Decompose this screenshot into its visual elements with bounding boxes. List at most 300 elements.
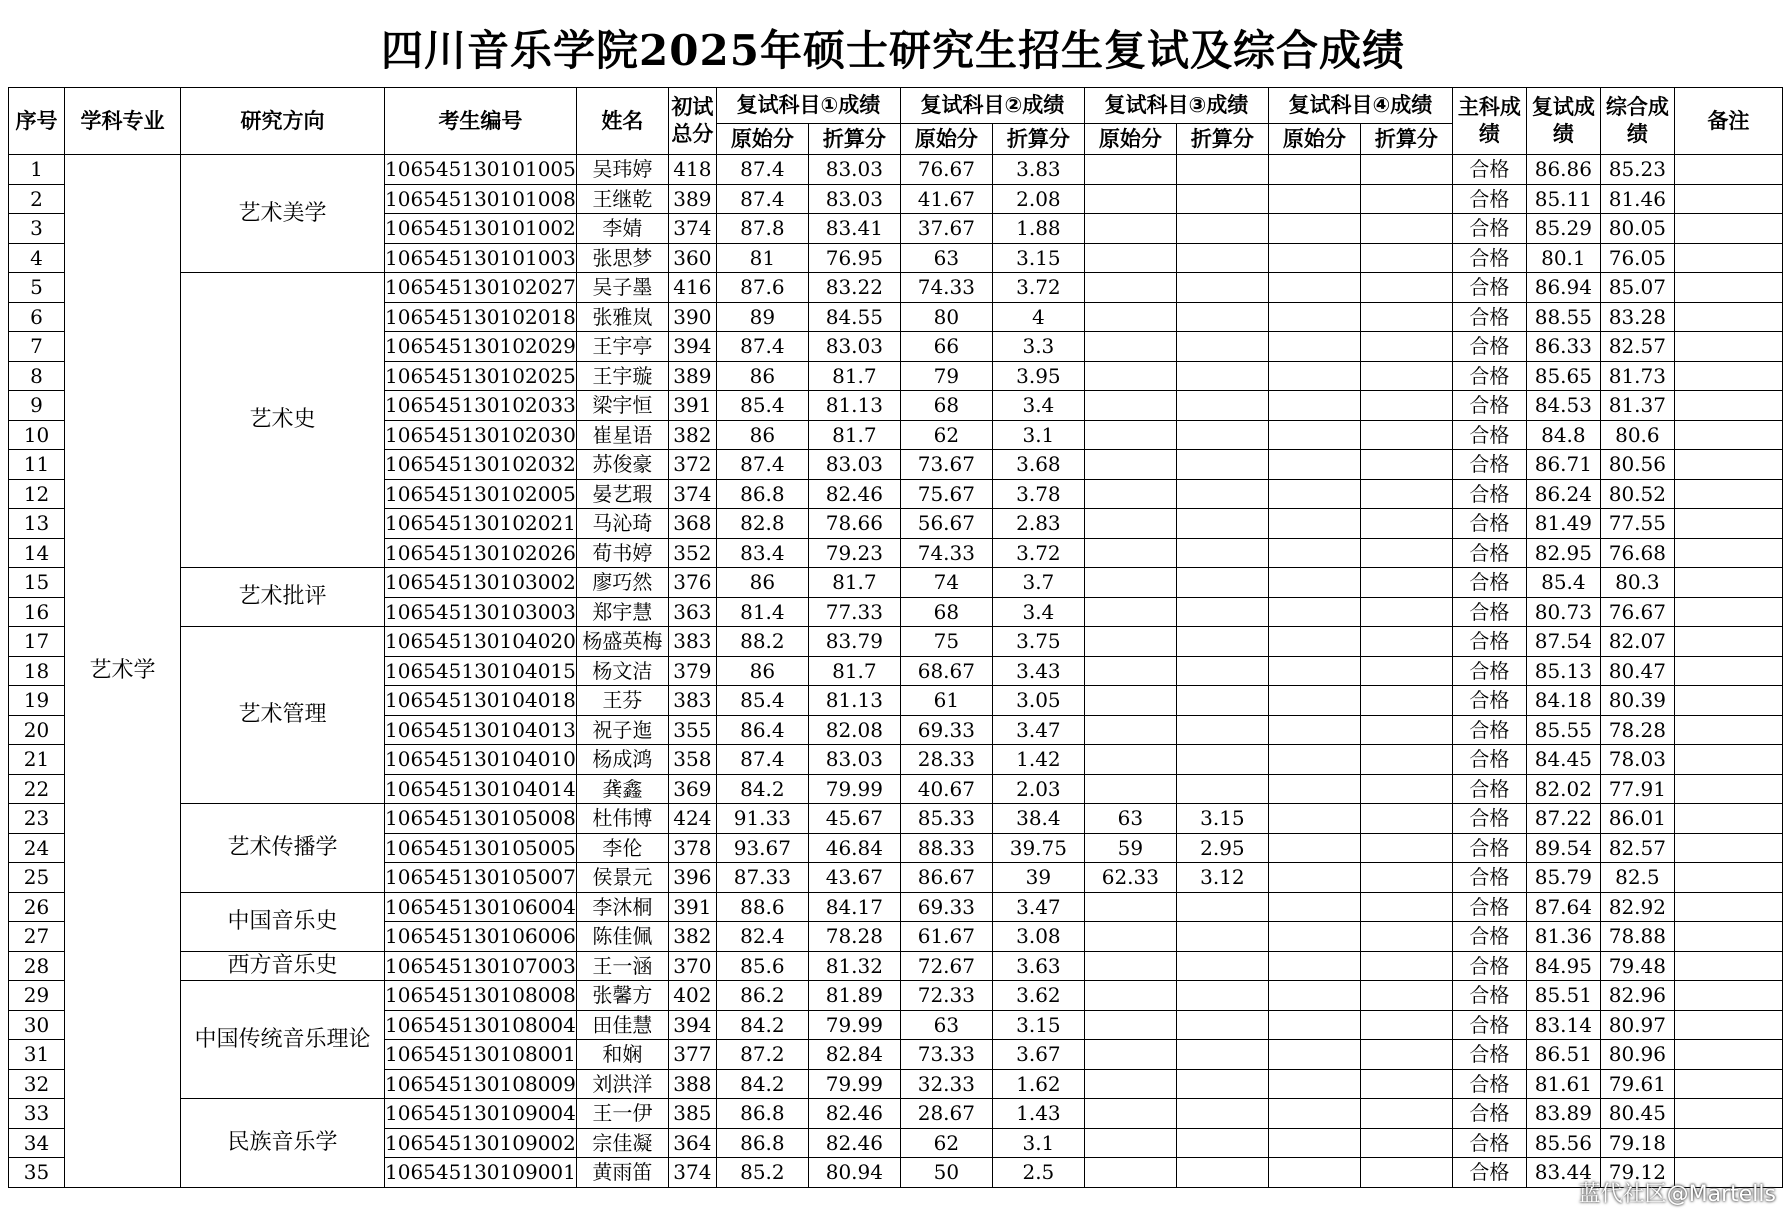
subj1-raw-header: 原始分	[716, 124, 808, 155]
subj3-converted-cell	[1176, 391, 1268, 421]
main-cell: 合格	[1452, 155, 1526, 185]
subj3-raw-cell	[1084, 892, 1176, 922]
seq-cell: 10	[9, 420, 65, 450]
prelim-cell: 383	[668, 627, 716, 657]
subj2-raw-cell: 68	[900, 391, 992, 421]
subj2-converted-cell: 3.08	[992, 922, 1084, 952]
subj3-converted-cell	[1176, 627, 1268, 657]
subj4-converted-cell	[1360, 1040, 1452, 1070]
exam-id-cell: 106545130102033	[385, 391, 577, 421]
name-cell: 张馨方	[576, 981, 668, 1011]
subj4-raw-header: 原始分	[1268, 124, 1360, 155]
prelim-cell: 378	[668, 833, 716, 863]
main-cell: 合格	[1452, 509, 1526, 539]
subj2-raw-cell: 41.67	[900, 184, 992, 214]
exam-id-cell: 106545130109002	[385, 1128, 577, 1158]
subj4-raw-cell	[1268, 568, 1360, 598]
retest-cell: 86.94	[1526, 273, 1600, 303]
exam-id-cell: 106545130105008	[385, 804, 577, 834]
subj1-converted-cell: 82.46	[808, 1099, 900, 1129]
subj4-raw-cell	[1268, 391, 1360, 421]
main-cell: 合格	[1452, 833, 1526, 863]
main-cell: 合格	[1452, 1158, 1526, 1188]
subj3-raw-cell	[1084, 479, 1176, 509]
exam-id-cell: 106545130106004	[385, 892, 577, 922]
retest-cell: 84.53	[1526, 391, 1600, 421]
retest-cell: 86.71	[1526, 450, 1600, 480]
subj4-converted-cell	[1360, 981, 1452, 1011]
subj2-raw-cell: 79	[900, 361, 992, 391]
overall-cell: 83.28	[1600, 302, 1674, 332]
subj2-raw-cell: 74.33	[900, 273, 992, 303]
retest-cell: 85.29	[1526, 214, 1600, 244]
subj2-converted-cell: 3.78	[992, 479, 1084, 509]
direction-cell: 中国音乐史	[181, 892, 385, 951]
subj2-raw-cell: 28.67	[900, 1099, 992, 1129]
subj3-converted-cell: 3.15	[1176, 804, 1268, 834]
subj4-raw-cell	[1268, 686, 1360, 716]
name-cell: 刘洪洋	[576, 1069, 668, 1099]
subj4-converted-cell	[1360, 951, 1452, 981]
subj3-converted-cell	[1176, 538, 1268, 568]
remark-cell	[1674, 804, 1782, 834]
subj1-converted-header: 折算分	[808, 124, 900, 155]
exam-id-cell: 106545130108008	[385, 981, 577, 1011]
subj4-converted-cell	[1360, 1010, 1452, 1040]
subj4-raw-cell	[1268, 214, 1360, 244]
seq-cell: 3	[9, 214, 65, 244]
main-cell: 合格	[1452, 1069, 1526, 1099]
subj2-converted-cell: 3.72	[992, 273, 1084, 303]
subj2-converted-cell: 39	[992, 863, 1084, 893]
subj4-raw-cell	[1268, 981, 1360, 1011]
col-overall-header: 综合成绩	[1600, 88, 1674, 155]
subj1-converted-cell: 81.7	[808, 568, 900, 598]
retest-cell: 81.36	[1526, 922, 1600, 952]
subj4-raw-cell	[1268, 538, 1360, 568]
retest-cell: 80.1	[1526, 243, 1600, 273]
name-cell: 吴玮婷	[576, 155, 668, 185]
subj4-raw-cell	[1268, 1158, 1360, 1188]
col-prelim-header: 初试总分	[668, 88, 716, 155]
subj1-raw-cell: 88.6	[716, 892, 808, 922]
name-cell: 田佳慧	[576, 1010, 668, 1040]
direction-cell: 艺术批评	[181, 568, 385, 627]
exam-id-cell: 106545130102026	[385, 538, 577, 568]
subj3-converted-cell	[1176, 745, 1268, 775]
subj4-converted-cell	[1360, 922, 1452, 952]
exam-id-cell: 106545130109004	[385, 1099, 577, 1129]
remark-cell	[1674, 951, 1782, 981]
seq-cell: 28	[9, 951, 65, 981]
remark-cell	[1674, 243, 1782, 273]
subj1-converted-cell: 84.55	[808, 302, 900, 332]
overall-cell: 82.57	[1600, 332, 1674, 362]
subj3-converted-cell	[1176, 981, 1268, 1011]
subj3-raw-cell	[1084, 1128, 1176, 1158]
main-cell: 合格	[1452, 538, 1526, 568]
subj1-converted-cell: 82.84	[808, 1040, 900, 1070]
name-cell: 王宇璇	[576, 361, 668, 391]
subj3-converted-cell	[1176, 273, 1268, 303]
table-row	[9, 892, 1783, 922]
subj4-raw-cell	[1268, 715, 1360, 745]
exam-id-cell: 106545130101008	[385, 184, 577, 214]
watermark: 蓝代社区@Martells	[1578, 1182, 1776, 1207]
exam-id-cell: 106545130104020	[385, 627, 577, 657]
remark-cell	[1674, 538, 1782, 568]
seq-cell: 32	[9, 1069, 65, 1099]
subj2-raw-cell: 40.67	[900, 774, 992, 804]
subj2-raw-cell: 88.33	[900, 833, 992, 863]
prelim-cell: 355	[668, 715, 716, 745]
retest-cell: 82.02	[1526, 774, 1600, 804]
prelim-cell: 390	[668, 302, 716, 332]
main-cell: 合格	[1452, 597, 1526, 627]
subj1-raw-cell: 86.8	[716, 1128, 808, 1158]
subj3-raw-cell	[1084, 922, 1176, 952]
remark-cell	[1674, 479, 1782, 509]
subj2-converted-cell: 2.83	[992, 509, 1084, 539]
subj3-raw-cell	[1084, 184, 1176, 214]
overall-cell: 79.12	[1600, 1158, 1674, 1188]
col-retest-header: 复试成绩	[1526, 88, 1600, 155]
subj2-converted-cell: 3.05	[992, 686, 1084, 716]
seq-cell: 35	[9, 1158, 65, 1188]
prelim-cell: 358	[668, 745, 716, 775]
seq-cell: 22	[9, 774, 65, 804]
subj4-converted-cell	[1360, 627, 1452, 657]
subj1-raw-cell: 86.2	[716, 981, 808, 1011]
subj1-raw-cell: 87.8	[716, 214, 808, 244]
subj3-converted-cell	[1176, 420, 1268, 450]
prelim-cell: 389	[668, 184, 716, 214]
main-cell: 合格	[1452, 981, 1526, 1011]
retest-cell: 83.44	[1526, 1158, 1600, 1188]
overall-cell: 78.28	[1600, 715, 1674, 745]
overall-cell: 85.07	[1600, 273, 1674, 303]
subj3-raw-cell	[1084, 1158, 1176, 1188]
retest-cell: 87.64	[1526, 892, 1600, 922]
main-cell: 合格	[1452, 361, 1526, 391]
prelim-cell: 402	[668, 981, 716, 1011]
seq-cell: 26	[9, 892, 65, 922]
name-cell: 马沁琦	[576, 509, 668, 539]
prelim-cell: 368	[668, 509, 716, 539]
subj3-raw-cell	[1084, 981, 1176, 1011]
name-cell: 杨盛英梅	[576, 627, 668, 657]
table-row	[9, 155, 1783, 185]
exam-id-cell: 106545130101003	[385, 243, 577, 273]
remark-cell	[1674, 361, 1782, 391]
name-cell: 杨文洁	[576, 656, 668, 686]
seq-cell: 31	[9, 1040, 65, 1070]
subj2-converted-cell: 3.47	[992, 715, 1084, 745]
remark-cell	[1674, 774, 1782, 804]
direction-cell: 艺术传播学	[181, 804, 385, 893]
major-cell: 艺术学	[65, 155, 181, 1188]
subj1-raw-cell: 84.2	[716, 774, 808, 804]
prelim-cell: 394	[668, 332, 716, 362]
seq-cell: 30	[9, 1010, 65, 1040]
subj1-converted-cell: 79.99	[808, 1069, 900, 1099]
subj4-raw-cell	[1268, 745, 1360, 775]
prelim-cell: 374	[668, 1158, 716, 1188]
retest-cell: 85.11	[1526, 184, 1600, 214]
table-header	[9, 88, 1783, 155]
subj1-converted-cell: 81.13	[808, 686, 900, 716]
main-cell: 合格	[1452, 273, 1526, 303]
subj4-raw-cell	[1268, 184, 1360, 214]
overall-cell: 79.61	[1600, 1069, 1674, 1099]
subj3-converted-cell	[1176, 155, 1268, 185]
subj3-converted-cell	[1176, 774, 1268, 804]
subj2-converted-cell: 39.75	[992, 833, 1084, 863]
remark-cell	[1674, 450, 1782, 480]
remark-cell	[1674, 184, 1782, 214]
main-cell: 合格	[1452, 391, 1526, 421]
scores-table	[8, 87, 1783, 1188]
subj2-raw-cell: 61.67	[900, 922, 992, 952]
name-cell: 杜伟博	[576, 804, 668, 834]
overall-cell: 86.01	[1600, 804, 1674, 834]
col-remark-header: 备注	[1674, 88, 1782, 155]
subj1-raw-cell: 89	[716, 302, 808, 332]
retest-cell: 86.33	[1526, 332, 1600, 362]
overall-cell: 76.68	[1600, 538, 1674, 568]
remark-cell	[1674, 686, 1782, 716]
subj2-converted-cell: 3.68	[992, 450, 1084, 480]
prelim-cell: 382	[668, 922, 716, 952]
seq-cell: 4	[9, 243, 65, 273]
remark-cell	[1674, 1040, 1782, 1070]
table-row	[9, 981, 1783, 1011]
subj4-converted-cell	[1360, 1158, 1452, 1188]
prelim-cell: 369	[668, 774, 716, 804]
subj2-raw-cell: 32.33	[900, 1069, 992, 1099]
remark-cell	[1674, 863, 1782, 893]
exam-id-cell: 106545130109001	[385, 1158, 577, 1188]
col-major-header: 学科专业	[65, 88, 181, 155]
subj1-raw-cell: 85.4	[716, 686, 808, 716]
subj3-converted-cell	[1176, 302, 1268, 332]
subj3-converted-cell	[1176, 922, 1268, 952]
name-cell: 张雅岚	[576, 302, 668, 332]
exam-id-cell: 106545130103003	[385, 597, 577, 627]
retest-cell: 87.22	[1526, 804, 1600, 834]
subj4-converted-cell	[1360, 509, 1452, 539]
subj3-raw-header: 原始分	[1084, 124, 1176, 155]
subj3-raw-cell	[1084, 1099, 1176, 1129]
subj1-converted-cell: 45.67	[808, 804, 900, 834]
subj3-converted-cell	[1176, 509, 1268, 539]
subj2-converted-cell: 3.47	[992, 892, 1084, 922]
subj2-raw-cell: 73.33	[900, 1040, 992, 1070]
name-cell: 晏艺瑕	[576, 479, 668, 509]
retest-cell: 85.79	[1526, 863, 1600, 893]
retest-cell: 86.86	[1526, 155, 1600, 185]
subj4-converted-cell	[1360, 450, 1452, 480]
prelim-cell: 352	[668, 538, 716, 568]
exam-id-cell: 106545130102018	[385, 302, 577, 332]
exam-id-cell: 106545130105005	[385, 833, 577, 863]
subj1-converted-cell: 81.89	[808, 981, 900, 1011]
seq-cell: 34	[9, 1128, 65, 1158]
remark-cell	[1674, 391, 1782, 421]
main-cell: 合格	[1452, 686, 1526, 716]
name-cell: 梁宇恒	[576, 391, 668, 421]
retest-cell: 83.89	[1526, 1099, 1600, 1129]
subj1-raw-cell: 87.4	[716, 184, 808, 214]
subj3-raw-cell	[1084, 597, 1176, 627]
subj1-raw-cell: 91.33	[716, 804, 808, 834]
remark-cell	[1674, 1069, 1782, 1099]
subj2-converted-cell: 3.3	[992, 332, 1084, 362]
subj2-raw-cell: 62	[900, 420, 992, 450]
overall-cell: 81.37	[1600, 391, 1674, 421]
subj2-raw-cell: 62	[900, 1128, 992, 1158]
subj1-converted-cell: 76.95	[808, 243, 900, 273]
remark-cell	[1674, 214, 1782, 244]
main-cell: 合格	[1452, 804, 1526, 834]
subj1-raw-cell: 87.33	[716, 863, 808, 893]
exam-id-cell: 106545130105007	[385, 863, 577, 893]
exam-id-cell: 106545130102025	[385, 361, 577, 391]
subj1-raw-cell: 86.8	[716, 1099, 808, 1129]
subj4-raw-cell	[1268, 1069, 1360, 1099]
subj4-converted-cell	[1360, 804, 1452, 834]
subj4-converted-cell	[1360, 184, 1452, 214]
overall-cell: 81.46	[1600, 184, 1674, 214]
name-cell: 宗佳凝	[576, 1128, 668, 1158]
subj3-raw-cell	[1084, 214, 1176, 244]
subj4-raw-cell	[1268, 597, 1360, 627]
main-cell: 合格	[1452, 656, 1526, 686]
seq-cell: 9	[9, 391, 65, 421]
subj3-converted-cell	[1176, 686, 1268, 716]
seq-cell: 29	[9, 981, 65, 1011]
subj1-raw-cell: 82.8	[716, 509, 808, 539]
main-cell: 合格	[1452, 627, 1526, 657]
overall-cell: 79.18	[1600, 1128, 1674, 1158]
table-row	[9, 568, 1783, 598]
seq-cell: 15	[9, 568, 65, 598]
subj2-converted-cell: 3.75	[992, 627, 1084, 657]
subj4-converted-cell	[1360, 1128, 1452, 1158]
subj4-raw-cell	[1268, 243, 1360, 273]
seq-cell: 19	[9, 686, 65, 716]
subj2-converted-cell: 3.1	[992, 420, 1084, 450]
subj1-raw-cell: 86.4	[716, 715, 808, 745]
overall-cell: 82.5	[1600, 863, 1674, 893]
subj4-raw-cell	[1268, 892, 1360, 922]
subj3-raw-cell	[1084, 538, 1176, 568]
subj2-converted-cell: 1.62	[992, 1069, 1084, 1099]
main-cell: 合格	[1452, 1010, 1526, 1040]
subj2-raw-cell: 28.33	[900, 745, 992, 775]
page-title: 四川音乐学院2025年硕士研究生招生复试及综合成绩	[381, 26, 1405, 75]
subj1-raw-cell: 86	[716, 656, 808, 686]
subj2-converted-cell: 38.4	[992, 804, 1084, 834]
subj2-converted-header: 折算分	[992, 124, 1084, 155]
seq-cell: 8	[9, 361, 65, 391]
subj3-converted-cell	[1176, 568, 1268, 598]
subj2-converted-cell: 3.95	[992, 361, 1084, 391]
overall-cell: 76.67	[1600, 597, 1674, 627]
subj4-raw-cell	[1268, 656, 1360, 686]
remark-cell	[1674, 892, 1782, 922]
subj3-raw-cell	[1084, 1040, 1176, 1070]
seq-cell: 12	[9, 479, 65, 509]
subj4-raw-cell	[1268, 1040, 1360, 1070]
name-cell: 王芬	[576, 686, 668, 716]
prelim-cell: 374	[668, 479, 716, 509]
name-cell: 黄雨笛	[576, 1158, 668, 1188]
prelim-cell: 385	[668, 1099, 716, 1129]
exam-id-cell: 106545130102029	[385, 332, 577, 362]
subj1-raw-cell: 87.6	[716, 273, 808, 303]
overall-cell: 77.91	[1600, 774, 1674, 804]
retest-cell: 82.95	[1526, 538, 1600, 568]
exam-id-cell: 106545130108004	[385, 1010, 577, 1040]
subj3-raw-cell	[1084, 1069, 1176, 1099]
subj4-converted-cell	[1360, 774, 1452, 804]
subj3-raw-cell	[1084, 745, 1176, 775]
name-cell: 陈佳佩	[576, 922, 668, 952]
name-cell: 李沐桐	[576, 892, 668, 922]
direction-cell: 西方音乐史	[181, 951, 385, 981]
subj4-converted-cell	[1360, 1069, 1452, 1099]
subj4-raw-cell	[1268, 804, 1360, 834]
remark-cell	[1674, 1128, 1782, 1158]
retest-cell: 85.65	[1526, 361, 1600, 391]
prelim-cell: 370	[668, 951, 716, 981]
name-cell: 吴子墨	[576, 273, 668, 303]
subj4-raw-cell	[1268, 361, 1360, 391]
subj1-converted-cell: 81.13	[808, 391, 900, 421]
subj1-raw-cell: 87.4	[716, 745, 808, 775]
overall-cell: 80.05	[1600, 214, 1674, 244]
subj2-raw-cell: 80	[900, 302, 992, 332]
retest-cell: 84.18	[1526, 686, 1600, 716]
seq-cell: 16	[9, 597, 65, 627]
overall-cell: 80.3	[1600, 568, 1674, 598]
main-cell: 合格	[1452, 332, 1526, 362]
overall-cell: 79.48	[1600, 951, 1674, 981]
name-cell: 侯景元	[576, 863, 668, 893]
subj2-converted-cell: 3.7	[992, 568, 1084, 598]
overall-cell: 78.88	[1600, 922, 1674, 952]
subj2-raw-cell: 69.33	[900, 892, 992, 922]
main-cell: 合格	[1452, 568, 1526, 598]
name-cell: 杨成鸿	[576, 745, 668, 775]
subj2-raw-cell: 72.33	[900, 981, 992, 1011]
table-body	[9, 155, 1783, 1188]
prelim-cell: 394	[668, 1010, 716, 1040]
subj3-raw-cell	[1084, 774, 1176, 804]
subj1-converted-cell: 79.99	[808, 774, 900, 804]
subj3-converted-cell	[1176, 597, 1268, 627]
exam-id-cell: 106545130101002	[385, 214, 577, 244]
subj1-converted-cell: 83.03	[808, 332, 900, 362]
remark-cell	[1674, 715, 1782, 745]
subj2-converted-cell: 2.08	[992, 184, 1084, 214]
subj3-converted-cell	[1176, 479, 1268, 509]
prelim-cell: 396	[668, 863, 716, 893]
overall-cell: 78.03	[1600, 745, 1674, 775]
subj4-raw-cell	[1268, 863, 1360, 893]
subj2-converted-cell: 3.4	[992, 391, 1084, 421]
